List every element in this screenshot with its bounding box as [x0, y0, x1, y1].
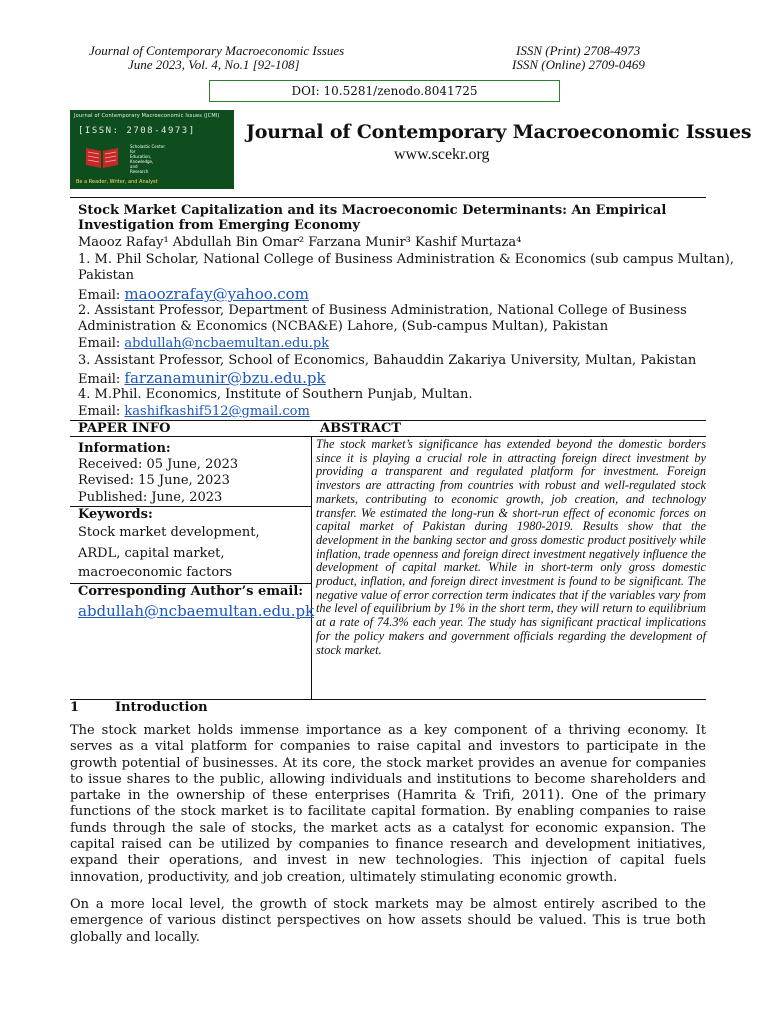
paper-info-heading: PAPER INFO — [78, 421, 171, 436]
logo-issn: [ISSN: 2708-4973] — [78, 126, 196, 136]
logo-title: Journal of Contemporary Macroeconomic Issues (JCMI) — [74, 113, 220, 119]
email-link[interactable]: kashifkashif512@gmail.com — [124, 404, 310, 419]
authors: Maooz Rafay¹ Abdullah Bin Omar² Farzana Munir³ Kashif Murtaza⁴ — [78, 235, 522, 250]
running-header-issue: June 2023, Vol. 4, No.1 [92-108] — [128, 57, 300, 72]
affiliation-1: 1. M. Phil Scholar, National College of Business Administration & Economics (sub campus Multan), — [78, 252, 734, 267]
section-heading: Introduction — [115, 700, 208, 715]
email-link[interactable]: abdullah@ncbaemultan.edu.pk — [78, 602, 315, 620]
logo-tagline: Be a Reader, Writer, and Analyst — [76, 179, 158, 185]
section-number: 1 — [70, 700, 80, 715]
email-line-3: Email: farzanamunir@bzu.edu.pk — [78, 369, 326, 387]
email-line-2: Email: abdullah@ncbaemultan.edu.pk — [78, 336, 330, 351]
journal-logo — [70, 110, 234, 189]
email-link[interactable]: maoozrafay@yahoo.com — [124, 285, 309, 303]
divider — [70, 197, 706, 198]
corresponding-email — [78, 602, 314, 620]
corresponding-author-label: Corresponding Author’s email: — [78, 584, 304, 599]
information-label: Information: — [78, 441, 171, 456]
affiliation-4: 4. M.Phil. Economics, Institute of Southern Punjab, Multan. — [78, 387, 473, 402]
running-header-journal: Journal of Contemporary Macroeconomic Issues — [89, 43, 345, 58]
issn-online: ISSN (Online) 2709-0469 — [512, 57, 645, 72]
keywords-label: Keywords: — [78, 507, 153, 522]
affiliation-2-cont: Administration & Economics (NCBA&E) Lahore, (Sub-campus Multan), Pakistan — [78, 319, 609, 334]
affiliation-2: 2. Assistant Professor, Department of Business Administration, National College of Business — [78, 303, 687, 318]
issn-print: ISSN (Print) 2708-4973 — [516, 43, 641, 58]
logo-center-text: Scholastic Center for Education, Knowledge, and Research — [130, 144, 165, 174]
book-icon — [84, 144, 120, 170]
doi-box[interactable]: DOI: 10.5281/zenodo.8041725 — [209, 80, 560, 102]
abstract-text: The stock market’s significance has extended beyond the domestic borders since it is playing a crucial role in attracting foreign direct investment by providing a transparent and regulated platform for investment. Foreign investors are attracting from countries with robust and well-regulated stock markets, contributing to economic growth, job creation, and technology transfer. We estimated the long-run & short-run effect of economic forces on capital market of Pakistan during 1980-2019. Results show that the development in the banking sector and gross domestic product positively while inflation, trade openness and foreign direct investment negatively influence the development of capital market. While in short-term only gross domestic product, inflation, and foreign direct investment is found to be significant. The negative value of error correction term indicates that if the variables vary from the level of equilibrium by 1% in the short term, they will return to equilibrium at a rate of 74.3% each year. The study has significant practical implications for the policy makers and government officials regarding the development of stock market. — [316, 437, 706, 657]
published-date: Published: June, 2023 — [78, 490, 223, 505]
journal-title: Journal of Contemporary Macroeconomic Issues — [246, 121, 752, 143]
keyword: Stock market development, — [78, 525, 260, 540]
email-line-4: Email: kashifkashif512@gmail.com — [78, 404, 310, 419]
body-paragraph: On a more local level, the growth of stock markets may be almost entirely ascribed to the emergence of various distinct perspectives on how assets should be valued. This is true both globally and locally. — [70, 897, 706, 945]
paper-title: Stock Market Capitalization and its Macroeconomic Determinants: An Empirical Investigation from Emerging Economy — [78, 203, 667, 233]
journal-url[interactable]: www.scekr.org — [394, 146, 490, 163]
abstract-heading: ABSTRACT — [320, 421, 402, 436]
table-column-divider — [311, 436, 312, 699]
body-paragraph: The stock market holds immense importance as a key component of a thriving economy. It serves as a vital platform for companies to raise capital and investors to participate in the growth potential of businesses. At its core, the stock market provides an avenue for companies to issue shares to the public, allowing individuals and institutions to become shareholders and partake in the ownership of these enterprises (Hamrita & Trifi, 2011). One of the primary functions of the stock market is to facilitate capital formation. By enabling companies to raise funds through the sale of stocks, the market acts as a catalyst for economic expansion. The capital raised can be utilized by companies to finance research and development initiatives, expand their operations, and invest in new technologies. This injection of capital fuels innovation, productivity, and job creation, ultimately stimulating economic growth. — [70, 723, 706, 885]
keyword: macroeconomic factors — [78, 565, 233, 580]
email-link[interactable]: abdullah@ncbaemultan.edu.pk — [124, 336, 330, 351]
received-date: Received: 05 June, 2023 — [78, 457, 239, 472]
affiliation-3: 3. Assistant Professor, School of Economics, Bahauddin Zakariya University, Multan, Pakistan — [78, 353, 697, 368]
keyword: ARDL, capital market, — [78, 546, 225, 561]
affiliation-1-cont: Pakistan — [78, 268, 134, 283]
revised-date: Revised: 15 June, 2023 — [78, 473, 230, 488]
email-line-1: Email: maoozrafay@yahoo.com — [78, 285, 309, 303]
email-link[interactable]: farzanamunir@bzu.edu.pk — [124, 369, 326, 387]
